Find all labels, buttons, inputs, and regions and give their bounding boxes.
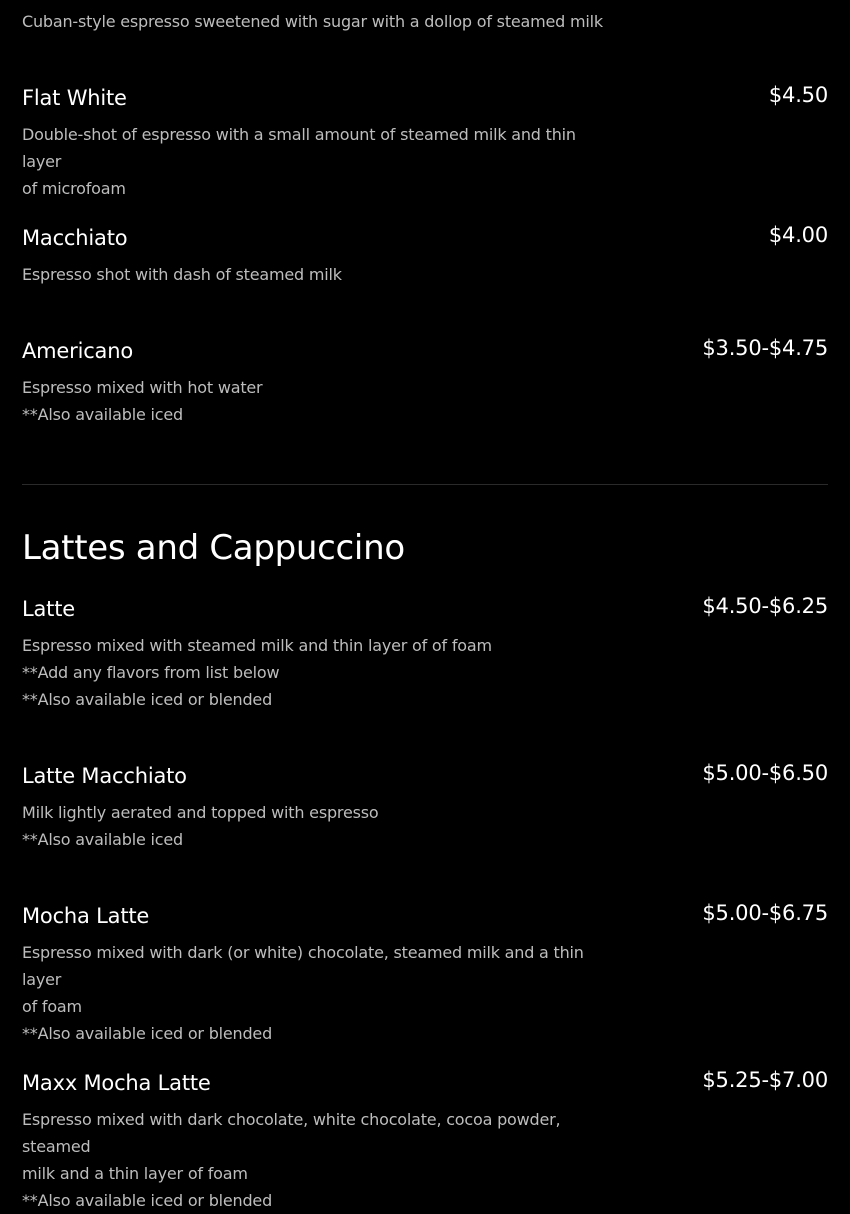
item-name: Flat White xyxy=(22,86,127,110)
item-name: Macchiato xyxy=(22,226,128,250)
previous-item-description xyxy=(22,8,622,35)
item-price: $5.00-$6.50 xyxy=(702,761,828,785)
description-line: of microfoam xyxy=(22,179,126,198)
item-name: Latte Macchiato xyxy=(22,764,187,788)
item-description xyxy=(22,374,612,428)
description-line: Espresso mixed with steamed milk and thin layer of of foam xyxy=(22,636,492,655)
item-name: Latte xyxy=(22,597,75,621)
item-price: $4.50-$6.25 xyxy=(702,594,828,618)
item-price: $5.25-$7.00 xyxy=(702,1068,828,1092)
description-line: **Also available iced xyxy=(22,830,183,849)
item-description xyxy=(22,632,612,713)
item-name: Americano xyxy=(22,339,133,363)
item-description xyxy=(22,799,612,853)
description-line: **Also available iced or blended xyxy=(22,690,273,709)
description-line: of foam xyxy=(22,997,82,1016)
description-line: Espresso mixed with dark chocolate, white chocolate, cocoa powder, steamed xyxy=(22,1110,561,1156)
description-line: **Add any flavors from list below xyxy=(22,663,280,682)
item-price: $3.50-$4.75 xyxy=(702,336,828,360)
item-price: $5.00-$6.75 xyxy=(702,901,828,925)
description-line: Double-shot of espresso with a small amount of steamed milk and thin layer xyxy=(22,125,576,171)
item-name: Maxx Mocha Latte xyxy=(22,1071,211,1095)
description-line: Cuban-style espresso sweetened with sugar with a dollop of steamed milk xyxy=(22,12,603,31)
description-line: Espresso shot with dash of steamed milk xyxy=(22,265,342,284)
item-name: Mocha Latte xyxy=(22,904,150,928)
item-description xyxy=(22,261,612,288)
item-price: $4.00 xyxy=(768,223,828,247)
section-divider xyxy=(22,484,828,485)
description-line: milk and a thin layer of foam xyxy=(22,1164,248,1183)
description-line: Espresso mixed with dark (or white) chocolate, steamed milk and a thin layer xyxy=(22,943,584,989)
item-description xyxy=(22,1106,612,1214)
description-line: Espresso mixed with hot water xyxy=(22,378,263,397)
description-line: **Also available iced xyxy=(22,405,183,424)
description-line: **Also available iced or blended xyxy=(22,1191,273,1210)
description-line: Milk lightly aerated and topped with espresso xyxy=(22,803,379,822)
description-line: **Also available iced or blended xyxy=(22,1024,273,1043)
section-title: Lattes and Cappuccino xyxy=(22,528,405,568)
item-price: $4.50 xyxy=(768,83,828,107)
item-description xyxy=(22,939,612,1047)
item-description xyxy=(22,121,612,202)
